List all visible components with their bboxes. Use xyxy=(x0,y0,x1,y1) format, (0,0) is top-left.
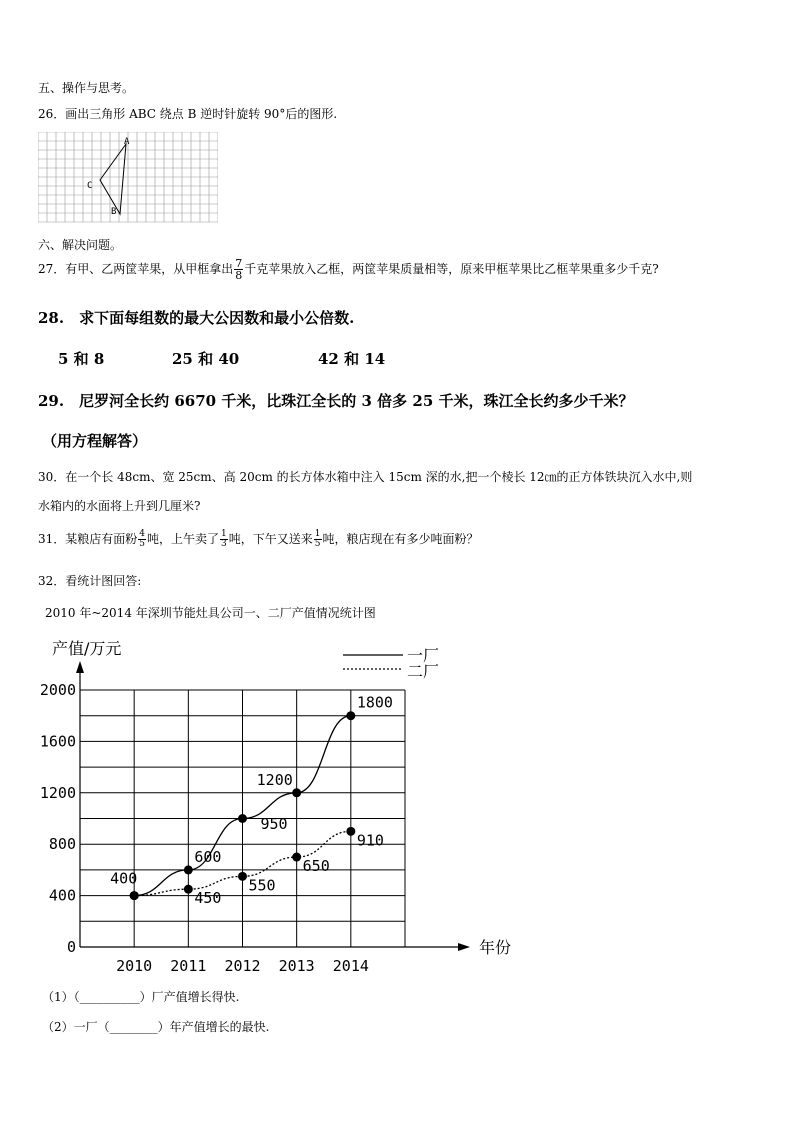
y-tick-label: 0 xyxy=(66,938,76,956)
x-tick-label: 2010 xyxy=(116,957,153,975)
y-axis-arrow xyxy=(76,661,84,673)
fraction-1-3 xyxy=(220,530,228,549)
chart-ticks xyxy=(40,681,369,975)
data-label: 1800 xyxy=(356,693,393,712)
data-point xyxy=(238,814,247,823)
data-label: 950 xyxy=(260,814,288,833)
x-axis-arrow xyxy=(458,943,470,951)
question-27 xyxy=(38,258,659,281)
q28-group-3: 42 和 14 xyxy=(318,350,386,368)
data-point xyxy=(346,827,355,836)
fraction-4-5 xyxy=(138,530,146,549)
fraction-7-8 xyxy=(234,258,243,281)
q28-group-1: 5 和 8 xyxy=(58,350,105,368)
y-tick-label: 1200 xyxy=(39,783,76,802)
q32-sub-2: （2）一厂（________）年产值增长的最快. xyxy=(42,1020,270,1034)
grid-figure-triangle xyxy=(38,132,218,228)
section-6-title: 六、解决问题。 xyxy=(38,238,123,252)
data-point xyxy=(346,711,355,720)
data-point xyxy=(184,865,193,874)
data-point xyxy=(292,853,301,862)
frac-den: 8 xyxy=(235,269,243,282)
question-32: 32．看统计图回答: xyxy=(38,574,142,588)
label-a: A xyxy=(124,137,130,147)
chart-legend xyxy=(343,646,439,681)
data-label: 910 xyxy=(356,831,384,850)
question-30-line-1: 30．在一个长 48cm、宽 25cm、高 20cm 的长方体水箱中注入 15cm 深的水,把一个棱长 12㎝的正方体铁块沉入水中,则 xyxy=(38,470,693,484)
question-28: 28. 求下面每组数的最大公因数和最小公倍数. xyxy=(38,309,355,327)
x-tick-label: 2011 xyxy=(170,957,207,975)
q27-text-2: 千克苹果放入乙框，两筐苹果质量相等，原来甲框苹果比乙框苹果重多少千克? xyxy=(244,262,659,276)
section-5-title: 五、操作与思考。 xyxy=(38,81,135,95)
y-tick-label: 400 xyxy=(48,886,76,905)
chart-title: 2010 年~2014 年深圳节能灶具公司一、二厂产值情况统计图 xyxy=(45,606,376,620)
data-label: 550 xyxy=(248,876,276,895)
y-axis-label: 产值/万元 xyxy=(52,639,122,658)
label-c: C xyxy=(87,181,93,191)
chart-axes xyxy=(76,661,470,951)
q27-text-1: 27．有甲、乙两筐苹果，从甲框拿出 xyxy=(38,262,234,276)
frac-den: 5 xyxy=(314,539,321,549)
legend-label-2: 二厂 xyxy=(407,662,440,681)
x-axis-label: 年份 xyxy=(479,938,512,957)
frac-num: 4 xyxy=(139,529,146,539)
y-tick-label: 800 xyxy=(48,835,76,854)
y-tick-label: 2000 xyxy=(39,681,76,699)
question-29-method: （用方程解答） xyxy=(42,432,148,450)
x-tick-label: 2012 xyxy=(224,957,261,975)
data-label: 450 xyxy=(194,889,222,908)
data-point xyxy=(238,872,247,881)
frac-num: 1 xyxy=(314,529,321,539)
frac-num: 1 xyxy=(221,529,227,539)
triangle-abc xyxy=(100,144,126,214)
frac-den: 3 xyxy=(221,539,227,549)
question-30-line-2: 水箱内的水面将上升到几厘米? xyxy=(38,499,201,513)
q28-group-2: 25 和 40 xyxy=(172,350,240,368)
q32-sub-1: （1）（__________）厂产值增长得快. xyxy=(42,990,240,1004)
q31-text-3: 吨，下午又送来 xyxy=(228,532,313,546)
question-31 xyxy=(38,530,479,549)
data-point xyxy=(130,891,139,900)
x-tick-label: 2014 xyxy=(332,957,369,975)
data-point xyxy=(184,885,193,894)
label-b: B xyxy=(111,207,117,217)
q31-text-2: 吨，上午卖了 xyxy=(147,532,220,546)
q31-text-4: 吨，粮店现在有多少吨面粉？ xyxy=(322,532,479,546)
legend-label-1: 一厂 xyxy=(407,646,440,665)
frac-den: 5 xyxy=(139,539,146,549)
x-tick-label: 2013 xyxy=(278,957,315,975)
y-tick-label: 1600 xyxy=(39,732,76,751)
data-point xyxy=(292,788,301,797)
fraction-1-5 xyxy=(314,530,322,549)
data-label: 650 xyxy=(302,857,330,876)
question-29: 29. 尼罗河全长约 6670 千米，比珠江全长的 3 倍多 25 千米，珠江全长约多少千米？ xyxy=(38,392,634,410)
data-label: 1200 xyxy=(256,770,293,789)
data-label: 600 xyxy=(194,847,222,866)
frac-num: 7 xyxy=(235,257,243,270)
question-26: 26．画出三角形 ABC 绕点 B 逆时针旋转 90°后的图形. xyxy=(38,107,338,121)
data-label: 400 xyxy=(110,869,138,888)
line-chart xyxy=(30,630,530,980)
q31-text-1: 31．某粮店有面粉 xyxy=(38,532,138,546)
